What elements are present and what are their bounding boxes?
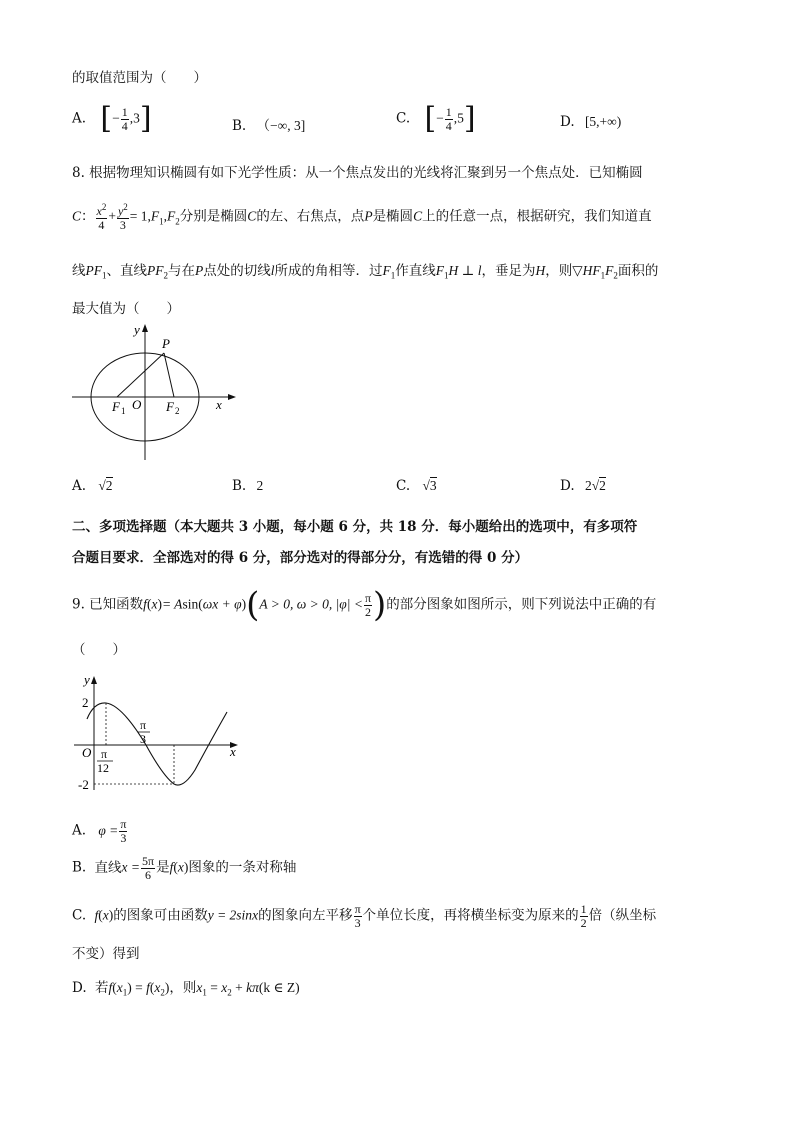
q7-option-d[interactable]: D. [5,+∞) (560, 114, 622, 130)
label-pi-3-num: π (140, 718, 147, 732)
label-f1-sub: 1 (121, 406, 126, 416)
label-o: O (82, 745, 92, 760)
q8-option-c[interactable]: C. √3 (396, 478, 437, 494)
q8-line-3: 线$PF_1$、直线$PF_2$与在P点处的切线l所成的角相等．过$F_1$作直线$F_1H$ ⊥ l，垂足为H，则$▽HF_1F_2$面积的 (72, 263, 659, 281)
label-x: x (216, 397, 222, 412)
label-x: x (230, 744, 236, 759)
label-pi-3-den: 3 (140, 732, 146, 746)
label-o: O (132, 397, 142, 412)
q8-option-d[interactable]: D. 2√2 (560, 478, 606, 494)
q9-option-a[interactable]: A. φ = $\frac{\pi}{3}$ (72, 817, 127, 845)
q9-option-c-line-2: 不变）得到 (72, 946, 140, 962)
q9-line-1: 9. 已知函数f(x)= Asin(ωx + φ)(A > 0, ω > 0, |φ| < $\frac{\pi}{2}$ )的部分图象如图所示，则下列说法中正确的有 (72, 585, 657, 625)
label-p: P (162, 336, 170, 351)
q8-option-b[interactable]: B. 2 (232, 478, 264, 494)
q7-option-b[interactable]: B. （−∞, 3] (232, 118, 306, 134)
q9-option-d[interactable]: D. 若$f(x_1) = f(x_2)$，则$x_1 = x_2 + k\pi(k$ ∈ Z) (72, 980, 300, 998)
y-axis-arrow (142, 324, 148, 332)
q8-line-2: C： $\frac{x^2}{4}$ + $\frac{y^2}{3}$ = $1,F_1,F_2$分别是椭圆C的左、右焦点，点P是椭圆C上的任意一点，根据研究，我们知道直 (72, 202, 652, 232)
y-axis-arrow (91, 676, 97, 684)
q9-option-b[interactable]: B. 直线x = $\frac{5\pi}{6}$ 是f(x)图象的一条对称轴 (72, 854, 297, 882)
label-f2-sub: 2 (175, 406, 180, 416)
q8-line-1: 8. 根据物理知识椭圆有如下光学性质：从一个焦点发出的光线将汇聚到另一个焦点处．已知椭圆 (72, 165, 643, 181)
x-axis-arrow (228, 394, 236, 400)
q9-answer-paren: （ ） (72, 642, 126, 658)
q7-option-a[interactable]: A. [− $\frac{1}{4}$ ,3] (72, 101, 152, 136)
sine-graph (70, 672, 245, 792)
label-pi-12-den: 12 (97, 761, 109, 775)
label-bottom-neg2: -2 (78, 777, 89, 792)
segment-pf1 (117, 353, 164, 397)
q7-option-c[interactable]: C. [− $\frac{1}{4}$ ,5] (396, 101, 476, 136)
label-pi-12-num: π (101, 747, 108, 761)
section2-heading-line-1: 二、多项选择题（本大题共 3 小题，每小题 6 分，共 18 分．每小题给出的选项中，有多项符 (72, 519, 638, 535)
section2-heading-line-2: 合题目要求．全部选对的得 6 分，部分选对的得部分分，有选错的得 0 分） (72, 550, 529, 566)
q8-option-a[interactable]: A. √2 (72, 478, 113, 494)
label-y: y (134, 322, 140, 337)
label-f1: F (112, 399, 120, 414)
q8-line-4: 最大值为（ ） (72, 301, 180, 317)
q9-option-c[interactable]: C. f(x)的图象可由函数y = 2sinx的图象向左平移 $\frac{\pi}{3}$ 个单位长度，再将横坐标变为原来的 $\frac{1}{2}$ 倍（纵坐标 (72, 902, 657, 930)
segment-pf2 (164, 353, 174, 397)
label-f2: F (166, 399, 174, 414)
label-y: y (84, 672, 90, 687)
q7-tail: 的取值范围为（ ） (72, 70, 207, 86)
ellipse-diagram (70, 322, 240, 462)
label-top-2: 2 (82, 695, 89, 710)
